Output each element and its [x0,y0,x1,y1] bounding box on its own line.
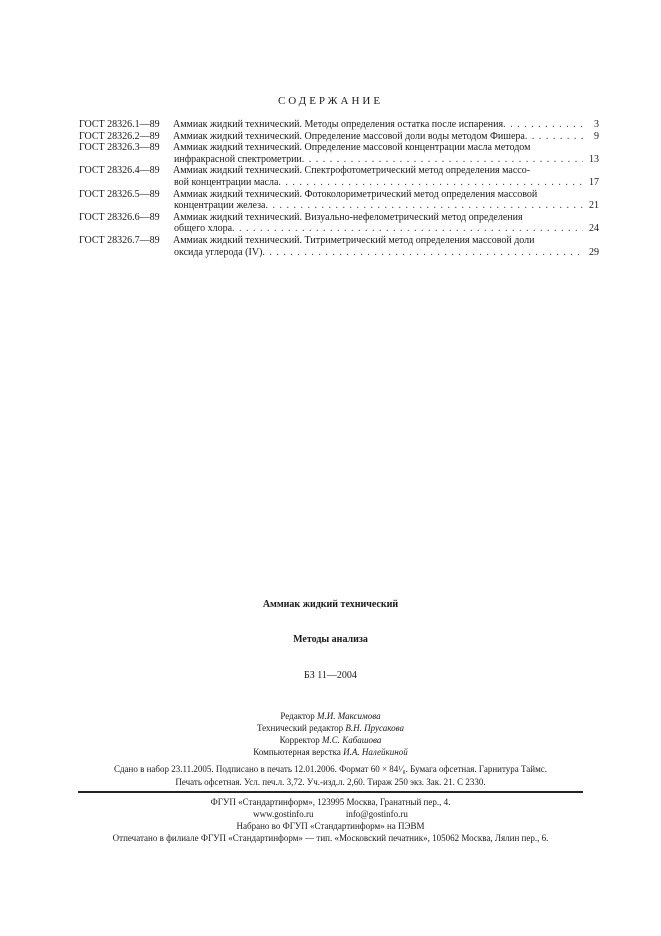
staff-role: Технический редактор [256,723,344,733]
toc-entry [79,142,599,165]
dot-leader [262,247,583,259]
publisher-address: ФГУП «Стандартинформ», 123995 Москва, Гранатный пер., 4. [210,797,451,807]
divider [78,791,583,793]
toc-entry-title: общего хлора [174,223,233,235]
bz-number: БЗ 11—2004 [304,670,357,681]
toc-entry-title: Аммиак жидкий технический. Спектрофотометрический метод определения массо- [173,165,531,177]
toc-entry-code: ГОСТ 28326.4—89 [79,165,160,177]
typeset-note: Набрано во ФГУП «Стандартинформ» на ПЭВМ [236,821,425,831]
staff-row [0,734,661,746]
colophon-title: Аммиак жидкий технический [262,599,399,610]
toc-entry-page: 9 [594,130,599,142]
toc-entry-page: 3 [594,119,599,130]
table-of-contents [79,119,599,258]
toc-entry-line [173,247,599,259]
staff-name: М.С. Кабашова [321,735,382,745]
toc-entry-title: инфракрасной спектрометрии [174,153,302,165]
toc-entry-title: Аммиак жидкий технический. Определение массовой доли воды методом Фишера [173,130,525,142]
dot-leader [525,131,583,143]
toc-entry [79,189,599,212]
print-details [0,763,661,789]
print-line-2: Печать офсетная. Усл. печ.л. 3,72. Уч.-изд.л. 2,60. Тираж 250 экз. Зак. 21. С 2330. [175,777,486,787]
dot-leader [278,177,583,189]
toc-entry-line [173,142,599,154]
toc-entry-body [173,212,599,235]
staff-role: Корректор [279,735,320,745]
toc-entry-code: ГОСТ 28326.1—89 [79,119,160,130]
toc-entry-line [173,165,599,177]
toc-entry-page: 21 [589,200,599,212]
toc-entry-body [173,142,599,165]
toc-entry-code: ГОСТ 28326.6—89 [79,211,160,223]
toc-entry-line [173,235,599,247]
email-link[interactable]: info@gostinfo.ru [345,809,408,819]
toc-entry [79,235,599,258]
toc-entry-code: ГОСТ 28326.7—89 [79,234,160,246]
toc-entry-line [173,223,599,235]
dot-leader [265,200,583,212]
publisher-footer [0,796,661,844]
toc-entry-title: оксида углерода (IV) [174,246,263,258]
toc-entry [79,212,599,235]
toc-entry-line [173,200,599,212]
toc-entry-body [173,119,599,131]
toc-entry-title: Аммиак жидкий технический. Определение массовой концентрации масла методом [173,142,531,154]
toc-entry-code: ГОСТ 28326.3—89 [79,142,160,154]
dot-leader [503,119,583,131]
toc-entry-page: 29 [589,246,599,258]
toc-entry-line [173,212,599,224]
toc-title: СОДЕРЖАНИЕ [277,95,384,107]
toc-entry-code: ГОСТ 28326.5—89 [79,188,160,200]
toc-entry-line [173,177,599,189]
toc-entry-title: концентрации железа [174,200,266,212]
staff-name: В.Н. Прусакова [345,723,405,733]
toc-entry-line [173,131,599,143]
toc-entry-title: вой концентрации масла [174,176,279,188]
staff-row [0,722,661,734]
toc-entry [79,131,599,143]
website-link[interactable]: www.gostinfo.ru [253,809,314,819]
toc-entry-body [173,165,599,188]
contact-line [0,808,661,820]
toc-entry-title: Аммиак жидкий технический. Титриметрический метод определения массовой доли [173,234,535,246]
toc-entry-line [173,154,599,166]
staff-name: М.И. Максимова [317,711,381,721]
toc-entry-title: Аммиак жидкий технический. Методы определения остатка после испарения [173,119,504,130]
staff-role: Компьютерная верстка [253,747,341,757]
dot-leader [302,154,583,166]
toc-entry [79,165,599,188]
toc-entry-line [173,189,599,201]
toc-entry-page: 17 [589,176,599,188]
print-line-1: Сдано в набор 23.11.2005. Подписано в печать 12.01.2006. Формат 60 × 84¹⁄₈. Бумага офсетная. Гарнитура Таймс. [113,764,548,774]
staff-name: И.А. Налейкиной [343,747,408,757]
staff-role: Редактор [280,711,315,721]
toc-entry-page: 24 [589,223,599,235]
printer-note: Отпечатано в филиале ФГУП «Стандартинформ» — тип. «Московский печатник», 105062 Москва, Лялин пер., 6. [112,833,549,843]
toc-entry-body [173,189,599,212]
staff-row [0,710,661,722]
toc-entry-body [173,131,599,143]
toc-entry-title: Аммиак жидкий технический. Фотоколориметрический метод определения массовой [173,188,538,200]
toc-entry-code: ГОСТ 28326.2—89 [79,130,160,142]
toc-entry-body [173,235,599,258]
toc-entry-page: 13 [589,153,599,165]
staff-list [0,710,661,758]
staff-row [0,746,661,758]
toc-entry-line [173,119,599,131]
dot-leader [232,223,583,235]
colophon-subtitle: Методы анализа [293,634,368,645]
toc-entry-title: Аммиак жидкий технический. Визуально-нефелометрический метод определения [173,211,523,223]
toc-entry [79,119,599,131]
